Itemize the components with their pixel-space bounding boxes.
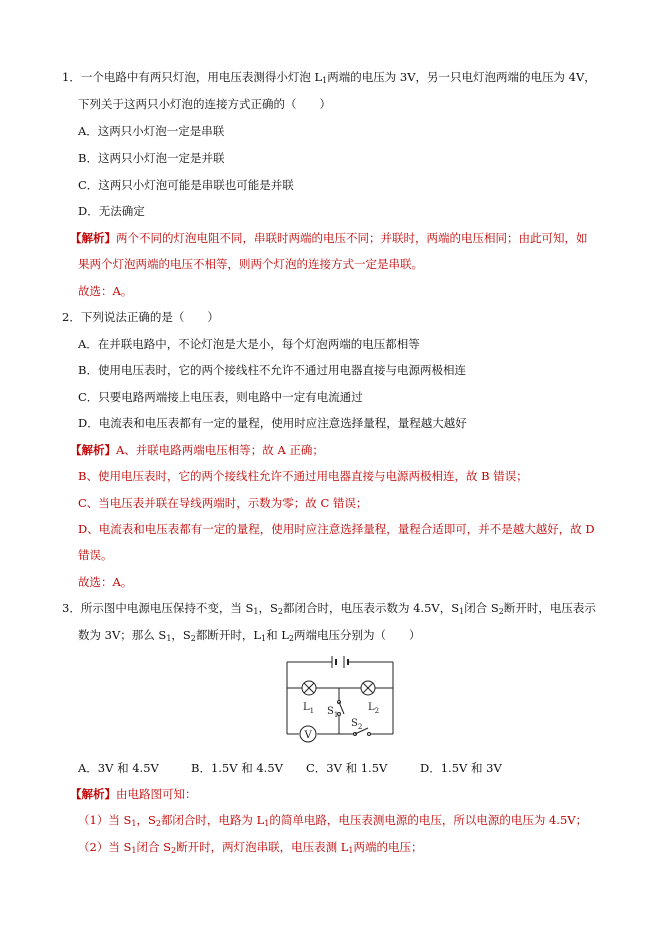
lamp-l2-symbol <box>361 681 375 695</box>
q2-analysis-line2: B、使用电压表时，它的两个接线柱允许不通过用电器直接与电源两极相连，故 B 错误； <box>78 469 528 483</box>
q1-option-a: A．这两只小灯泡一定是串联 <box>78 124 225 138</box>
q2-analysis-line3: C、当电压表并联在导线两端时，示数为零；故 C 错误； <box>78 496 368 510</box>
battery-symbol <box>332 656 348 668</box>
q3-stem-line2: 数为 3V；那么 $S_1$，$S_2$都断开时，$L_1$和 $L_2$两端电压分别为（ ） <box>78 628 421 643</box>
analysis-tag: 【解析】 <box>70 443 116 457</box>
q3-analysis-line3: （2）当 $S_1$闭合 $S_2$断开时，两灯泡串联，电压表测 $L_1$两端的电压； <box>78 840 423 855</box>
q2-option-b: B．使用电压表时，它的两个接线柱不允许不通过用电器直接与电源两极相连 <box>78 363 466 377</box>
q2-analysis-line4: D、电流表和电压表都有一定的量程，使用时应注意选择量程，量程合适即可，并不是越大越好，故 D <box>78 522 595 536</box>
q2-answer: 故选：A。 <box>78 575 133 589</box>
voltmeter-symbol <box>300 726 316 742</box>
label-s2: $S_2$ <box>351 718 363 731</box>
q3-number: 3． <box>62 601 81 615</box>
q3-option-b: B．1.5V 和 4.5V <box>191 761 283 775</box>
q1-number: 1． <box>62 70 81 84</box>
q3-option-d: D．1.5V 和 3V <box>420 761 502 775</box>
q2-option-d: D．电流表和电压表都有一定的量程，使用时应注意选择量程，量程越大越好 <box>78 416 467 430</box>
analysis-tag: 【解析】 <box>70 231 116 245</box>
q3-analysis-line1: 【解析】由电路图可知： <box>70 787 197 801</box>
q1-option-c: C．这两只小灯泡可能是串联也可能是并联 <box>78 178 294 192</box>
q3-option-a: A．3V 和 4.5V <box>78 761 159 775</box>
q3-stem-line1: 3．所示图中电源电压保持不变，当 $S_1$，$S_2$都闭合时，电压表示数为 4.5V，$S_1$闭合 $S_2$断开时，电压表示 <box>62 601 596 616</box>
q2-analysis-line5: 错误。 <box>78 548 113 562</box>
label-l1: $L_1$ <box>303 702 315 715</box>
circuit-diagram <box>281 650 401 750</box>
q1-analysis-line1: 【解析】两个不同的灯泡电阻不同，串联时两端的电压不同；并联时，两端的电压相同；由此可知，如 <box>70 231 588 245</box>
q2-analysis-line1: 【解析】A、并联电路两端电压相等；故 A 正确； <box>70 443 324 457</box>
q2-stem: 2．下列说法正确的是（ ） <box>62 310 219 324</box>
q1-stem-line1: 1．一个电路中有两只灯泡，用电压表测得小灯泡 $L_1$两端的电压为 3V，另一只电灯泡两端的电压为 4V， <box>62 70 596 85</box>
analysis-tag: 【解析】 <box>70 787 116 801</box>
q1-option-b: B．这两只小灯泡一定是并联 <box>78 151 225 165</box>
svg-text:V: V <box>304 730 312 741</box>
lamp-l1-symbol <box>302 681 316 695</box>
q2-option-a: A．在并联电路中，不论灯泡是大是小，每个灯泡两端的电压都相等 <box>78 337 420 351</box>
q1-option-d: D．无法确定 <box>78 204 145 218</box>
q3-analysis-line2: （1）当 $S_1$，$S_2$都闭合时，电路为 $L_1$的简单电路，电压表测电源的电压，所以电源的电压为 4.5V； <box>78 813 588 828</box>
q3-option-c: C．3V 和 1.5V <box>306 761 388 775</box>
q2-option-c: C．只要电路两端接上电压表，则电路中一定有电流通过 <box>78 390 363 404</box>
q1-stem-line2: 下列关于这两只小灯泡的连接方式正确的（ ） <box>78 97 331 111</box>
q1-answer: 故选：A。 <box>78 284 133 298</box>
q2-number: 2． <box>62 310 81 324</box>
label-s1: $S_1$ <box>327 706 339 719</box>
q1-analysis-line2: 果两个灯泡两端的电压不相等，则两个灯泡的连接方式一定是串联。 <box>78 257 423 271</box>
label-l2: $L_2$ <box>368 702 380 715</box>
switch-s1-symbol <box>338 701 345 716</box>
